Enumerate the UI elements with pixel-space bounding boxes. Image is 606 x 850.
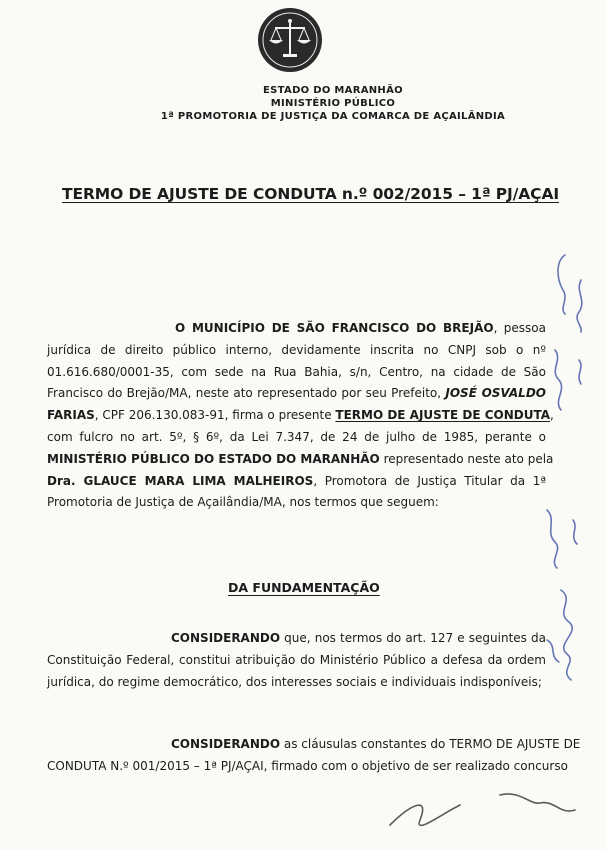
intro-line-1: O MUNICÍPIO DE SÃO FRANCISCO DO BREJÃO, pessoa (175, 321, 547, 335)
considerando-2-line-2: CONDUTA N.º 001/2015 – 1ª PJ/AÇAI, firmado com o objetivo de ser realizado concurso (47, 758, 568, 773)
bottom-signature-scribble (380, 775, 580, 845)
margin-handwritten-initials (535, 250, 603, 710)
considerando-1-paragraph (47, 628, 546, 693)
intro-line-9: Promotoria de Justiça de Açailândia/MA, nos termos que seguem: (47, 495, 439, 510)
intro-line-3: 01.616.680/0001-35, com sede na Rua Bahia, s/n, Centro, na cidade de São (47, 364, 546, 379)
considerando-1-line-3: jurídica, do regime democrático, dos interesses sociais e individuais indisponíveis; (47, 674, 542, 689)
considerando-2-paragraph (47, 734, 581, 778)
letterhead-agency: MINISTÉRIO PÚBLICO (270, 98, 396, 109)
letterhead-state: ESTADO DO MARANHÃO (263, 85, 403, 96)
scales-of-justice-seal-icon (257, 7, 323, 73)
document-title: TERMO DE AJUSTE DE CONDUTA n.º 002/2015 – 1ª PJ/AÇAI (62, 185, 560, 203)
letterhead (0, 84, 606, 123)
considerando-1-line-1: CONSIDERANDO que, nos termos do art. 127 e seguintes da (171, 631, 546, 645)
intro-line-4: Francisco do Brejão/MA, neste ato representado por seu Prefeito, JOSÉ OSVALDO (47, 386, 546, 401)
letterhead-office: 1ª PROMOTORIA DE JUSTIÇA DA COMARCA DE AÇAILÂNDIA (160, 111, 506, 122)
intro-line-6: com fulcro no art. 5º, § 6º, da Lei 7.347, de 24 de julho de 1985, perante o (47, 429, 546, 444)
intro-line-2: jurídica de direito público interno, devidamente inscrita no CNPJ sob o nº (47, 342, 546, 357)
considerando-2-line-1: CONSIDERANDO as cláusulas constantes do TERMO DE AJUSTE DE (171, 737, 581, 751)
intro-line-8: Dra. GLAUCE MARA LIMA MALHEIROS, Promotora de Justiça Titular da 1ª (47, 473, 546, 488)
intro-paragraph (47, 318, 554, 514)
section-title-fundamentacao: DA FUNDAMENTAÇÃO (228, 580, 380, 595)
intro-line-5: FARIAS, CPF 206.130.083-91, firma o presente TERMO DE AJUSTE DE CONDUTA, (47, 408, 554, 423)
intro-line-7: MINISTÉRIO PÚBLICO DO ESTADO DO MARANHÃO representado neste ato pela (47, 451, 554, 466)
considerando-1-line-2: Constituição Federal, constitui atribuição do Ministério Público a defesa da ordem (47, 652, 546, 667)
